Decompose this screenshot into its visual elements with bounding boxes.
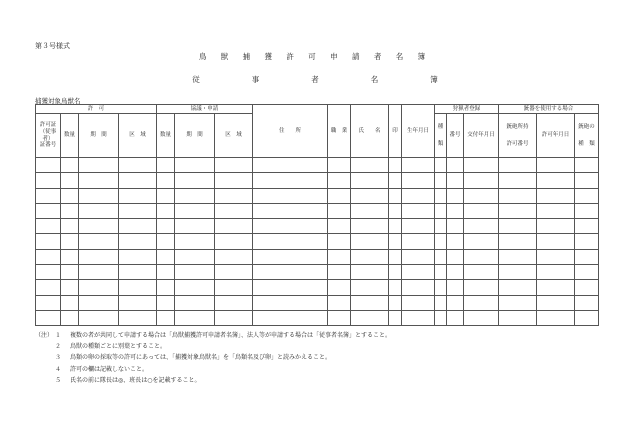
blank-entry-cell xyxy=(328,310,351,325)
register-table xyxy=(35,104,599,326)
blank-entry-cell xyxy=(351,158,389,173)
blank-entry-cell xyxy=(61,249,79,264)
blank-entry-cell xyxy=(447,280,464,295)
blank-entry-cell xyxy=(537,265,575,280)
blank-entry-cell xyxy=(215,219,253,234)
col-permit-date: 許可年月日 xyxy=(537,114,575,158)
blank-entry-cell xyxy=(215,249,253,264)
blank-entry-cell xyxy=(36,249,61,264)
blank-entry-cell xyxy=(464,310,499,325)
blank-entry-cell xyxy=(215,173,253,188)
blank-entry-cell xyxy=(402,265,435,280)
blank-entry-cell xyxy=(402,249,435,264)
col-permit-number xyxy=(36,114,61,158)
col-gun-permit-line: 許可番号 xyxy=(506,140,529,147)
blank-entry-cell xyxy=(575,295,599,310)
blank-entry-cell xyxy=(119,219,157,234)
blank-entry-cell xyxy=(537,219,575,234)
blank-entry-cell xyxy=(79,265,119,280)
blank-entry-cell xyxy=(175,310,215,325)
blank-entry-cell xyxy=(175,295,215,310)
blank-entry-cell xyxy=(447,173,464,188)
notes xyxy=(35,330,391,386)
blank-entry-cell xyxy=(253,295,328,310)
blank-entry-cell xyxy=(402,219,435,234)
blank-entry-cell xyxy=(499,295,537,310)
blank-entry-cell xyxy=(215,203,253,218)
note-item xyxy=(35,352,391,363)
blank-entry-cell xyxy=(328,265,351,280)
form-subtitle xyxy=(0,74,630,85)
note-item xyxy=(35,364,391,375)
blank-entry-cell xyxy=(447,188,464,203)
blank-entry-cell xyxy=(447,219,464,234)
note-text: 鳥類の卵の採取等の許可にあっては、「捕獲対象鳥獣名」を「鳥類名及び卵」と読みかえること。 xyxy=(70,354,331,362)
blank-entry-cell xyxy=(79,249,119,264)
blank-entry-cell xyxy=(537,249,575,264)
blank-entry-cell xyxy=(402,280,435,295)
blank-entry-cell xyxy=(79,203,119,218)
blank-entry-cell xyxy=(215,295,253,310)
note-number: ２ xyxy=(55,343,62,351)
blank-entry-cell xyxy=(537,310,575,325)
blank-entry-cell xyxy=(36,280,61,295)
blank-entry-cell xyxy=(157,265,175,280)
blank-entry-cell xyxy=(253,173,328,188)
blank-entry-cell xyxy=(389,234,402,249)
blank-entry-cell xyxy=(61,203,79,218)
col-reg-number: 番号 xyxy=(447,114,464,158)
blank-entry-cell xyxy=(447,249,464,264)
blank-entry-row xyxy=(36,234,599,249)
blank-entry-row xyxy=(36,173,599,188)
blank-entry-cell xyxy=(389,295,402,310)
blank-entry-cell xyxy=(435,280,447,295)
blank-entry-cell xyxy=(119,249,157,264)
col-permit-number-line: （従事 xyxy=(39,128,57,135)
blank-entry-cell xyxy=(351,173,389,188)
blank-entry-cell xyxy=(464,173,499,188)
blank-entry-cell xyxy=(119,188,157,203)
blank-entry-cell xyxy=(447,265,464,280)
blank-entry-cell xyxy=(157,173,175,188)
blank-entry-cell xyxy=(253,265,328,280)
blank-entry-cell xyxy=(402,158,435,173)
blank-entry-cell xyxy=(157,280,175,295)
blank-entry-cell xyxy=(575,188,599,203)
note-number: ４ xyxy=(55,365,62,373)
blank-entry-cell xyxy=(253,249,328,264)
blank-entry-cell xyxy=(537,158,575,173)
col-consult-quantity: 数量 xyxy=(157,114,175,158)
blank-entry-cell xyxy=(389,158,402,173)
blank-entry-cell xyxy=(175,188,215,203)
note-item xyxy=(35,330,391,341)
blank-entry-cell xyxy=(119,203,157,218)
subtitle-word: 従 xyxy=(192,75,200,84)
blank-entry-row xyxy=(36,188,599,203)
blank-entry-cell xyxy=(435,219,447,234)
blank-entry-cell xyxy=(447,203,464,218)
blank-entry-cell xyxy=(175,219,215,234)
blank-entry-cell xyxy=(499,310,537,325)
col-occupation: 職 業 xyxy=(328,105,351,158)
blank-entry-cell xyxy=(499,219,537,234)
blank-entry-cell xyxy=(464,234,499,249)
blank-entry-cell xyxy=(499,188,537,203)
subtitle-word: 簿 xyxy=(430,75,438,84)
group-gun-use: 銃器を使用する場合 xyxy=(499,105,599,114)
blank-entry-cell xyxy=(253,203,328,218)
blank-entry-cell xyxy=(499,173,537,188)
note-number: １ xyxy=(55,332,62,339)
blank-entry-cell xyxy=(175,158,215,173)
blank-entry-row xyxy=(36,158,599,173)
target-species-label: 捕獲対象鳥獣名 xyxy=(35,97,81,105)
blank-entry-cell xyxy=(351,219,389,234)
blank-entry-cell xyxy=(253,158,328,173)
blank-entry-cell xyxy=(157,234,175,249)
blank-entry-cell xyxy=(119,310,157,325)
blank-entry-cell xyxy=(499,280,537,295)
blank-entry-row xyxy=(36,203,599,218)
blank-entry-row xyxy=(36,249,599,264)
blank-entry-cell xyxy=(435,310,447,325)
blank-entry-cell xyxy=(537,173,575,188)
blank-entry-cell xyxy=(537,188,575,203)
blank-entry-cell xyxy=(537,295,575,310)
blank-entry-cell xyxy=(175,203,215,218)
blank-entry-cell xyxy=(157,158,175,173)
col-kind-line: 種 xyxy=(437,123,444,130)
blank-entry-cell xyxy=(328,234,351,249)
blank-entry-cell xyxy=(79,234,119,249)
blank-entry-cell xyxy=(351,203,389,218)
blank-entry-cell xyxy=(328,158,351,173)
col-consult-period: 期 間 xyxy=(175,114,215,158)
blank-entry-cell xyxy=(435,173,447,188)
blank-entry-cell xyxy=(575,310,599,325)
blank-entry-cell xyxy=(36,234,61,249)
group-consult: 協議・申請 xyxy=(157,105,253,114)
blank-entry-cell xyxy=(328,295,351,310)
blank-entry-cell xyxy=(175,234,215,249)
blank-entry-cell xyxy=(328,219,351,234)
blank-entry-cell xyxy=(464,203,499,218)
col-consult-area: 区 域 xyxy=(215,114,253,158)
col-permit-quantity: 数量 xyxy=(61,114,79,158)
blank-entry-cell xyxy=(389,310,402,325)
blank-entry-row xyxy=(36,265,599,280)
col-seal: 印 xyxy=(389,105,402,158)
blank-entry-cell xyxy=(253,219,328,234)
blank-entry-cell xyxy=(215,234,253,249)
blank-entry-cell xyxy=(36,173,61,188)
blank-entry-cell xyxy=(61,280,79,295)
blank-entry-cell xyxy=(215,158,253,173)
col-gun-kind xyxy=(575,114,599,158)
blank-entry-cell xyxy=(157,219,175,234)
blank-entry-cell xyxy=(389,265,402,280)
blank-entry-cell xyxy=(464,219,499,234)
group-permit: 許 可 xyxy=(36,105,157,114)
blank-entry-cell xyxy=(351,280,389,295)
blank-entry-cell xyxy=(157,249,175,264)
form-title: 鳥 獣 捕 獲 許 可 申 請 者 名 簿 xyxy=(198,52,432,61)
blank-entry-cell xyxy=(215,265,253,280)
blank-entry-cell xyxy=(351,310,389,325)
blank-entry-cell xyxy=(389,203,402,218)
blank-entry-cell xyxy=(389,280,402,295)
col-issue-date: 交付年月日 xyxy=(464,114,499,158)
note-text: 複数の者が共同して申請する場合は「鳥獣捕獲許可申請者名簿」、法人等が申請する場合は「従事者名簿」とすること。 xyxy=(70,332,392,339)
blank-entry-cell xyxy=(175,280,215,295)
blank-entry-cell xyxy=(328,173,351,188)
blank-entry-cell xyxy=(351,188,389,203)
note-text: 鳥獣の種類ごとに別葉とすること。 xyxy=(70,343,167,351)
blank-entry-cell xyxy=(435,234,447,249)
note-number: ５ xyxy=(55,376,62,384)
col-permit-number-line: 者） xyxy=(42,135,54,142)
blank-entry-cell xyxy=(435,203,447,218)
blank-entry-cell xyxy=(36,265,61,280)
blank-entry-cell xyxy=(402,173,435,188)
blank-entry-cell xyxy=(36,219,61,234)
col-kind xyxy=(435,114,447,158)
blank-entry-cell xyxy=(79,188,119,203)
blank-entry-cell xyxy=(157,295,175,310)
blank-entry-cell xyxy=(79,310,119,325)
blank-entry-cell xyxy=(575,158,599,173)
blank-entry-row xyxy=(36,219,599,234)
blank-entry-cell xyxy=(537,234,575,249)
blank-entry-cell xyxy=(253,188,328,203)
col-address: 住 所 xyxy=(253,105,328,158)
blank-entry-cell xyxy=(119,234,157,249)
blank-entry-cell xyxy=(79,295,119,310)
blank-entry-cell xyxy=(119,173,157,188)
blank-entry-cell xyxy=(575,234,599,249)
subtitle-word: 者 xyxy=(311,75,319,84)
blank-entry-cell xyxy=(464,280,499,295)
blank-entry-cell xyxy=(79,158,119,173)
blank-entry-cell xyxy=(36,158,61,173)
blank-entry-cell xyxy=(119,280,157,295)
blank-entry-cell xyxy=(351,265,389,280)
blank-entry-cell xyxy=(435,158,447,173)
blank-entry-cell xyxy=(575,280,599,295)
blank-entry-cell xyxy=(61,265,79,280)
blank-entry-cell xyxy=(389,219,402,234)
blank-entry-cell xyxy=(575,265,599,280)
col-permit-period: 期 間 xyxy=(79,114,119,158)
col-permit-number-line: 許可証 xyxy=(39,121,57,128)
col-permit-number-line: 証番号 xyxy=(39,142,57,149)
blank-entry-cell xyxy=(499,249,537,264)
col-gun-permit-number xyxy=(499,114,537,158)
blank-entry-cell xyxy=(253,280,328,295)
blank-entry-cell xyxy=(402,234,435,249)
blank-entry-cell xyxy=(499,158,537,173)
note-item xyxy=(35,341,391,352)
blank-entry-cell xyxy=(537,280,575,295)
blank-entry-cell xyxy=(61,234,79,249)
blank-entry-cell xyxy=(328,188,351,203)
blank-entry-cell xyxy=(328,203,351,218)
blank-entry-cell xyxy=(402,310,435,325)
blank-entry-cell xyxy=(537,203,575,218)
blank-entry-cell xyxy=(351,295,389,310)
blank-entry-cell xyxy=(61,188,79,203)
blank-entry-cell xyxy=(575,203,599,218)
blank-entry-cell xyxy=(79,219,119,234)
blank-entry-row xyxy=(36,280,599,295)
blank-entry-cell xyxy=(36,295,61,310)
notes-lead: （注） xyxy=(35,332,54,339)
blank-entry-cell xyxy=(253,234,328,249)
blank-entry-cell xyxy=(435,265,447,280)
col-gun-kind-line: 銃砲の xyxy=(578,123,595,130)
blank-entry-cell xyxy=(61,173,79,188)
blank-entry-cell xyxy=(464,265,499,280)
blank-entry-cell xyxy=(447,158,464,173)
blank-entry-row xyxy=(36,310,599,325)
blank-entry-cell xyxy=(119,295,157,310)
subtitle-word: 名 xyxy=(370,75,379,84)
blank-entry-cell xyxy=(175,265,215,280)
blank-entry-cell xyxy=(435,295,447,310)
blank-entry-cell xyxy=(157,310,175,325)
blank-entry-cell xyxy=(215,188,253,203)
blank-entry-cell xyxy=(351,234,389,249)
blank-entry-cell xyxy=(575,173,599,188)
blank-entry-cell xyxy=(351,249,389,264)
group-hunter-registration: 狩猟者登録 xyxy=(435,105,499,114)
blank-entry-cell xyxy=(253,310,328,325)
note-text: 許可の欄は記載しないこと。 xyxy=(70,365,149,373)
register-rows xyxy=(36,158,599,326)
blank-entry-cell xyxy=(119,158,157,173)
blank-entry-cell xyxy=(464,249,499,264)
blank-entry-cell xyxy=(447,234,464,249)
blank-entry-cell xyxy=(389,188,402,203)
blank-entry-cell xyxy=(215,310,253,325)
blank-entry-cell xyxy=(499,265,537,280)
blank-entry-cell xyxy=(447,295,464,310)
blank-entry-cell xyxy=(61,310,79,325)
blank-entry-cell xyxy=(389,249,402,264)
blank-entry-cell xyxy=(402,295,435,310)
blank-entry-cell xyxy=(328,249,351,264)
blank-entry-cell xyxy=(215,280,253,295)
blank-entry-cell xyxy=(499,234,537,249)
blank-entry-cell xyxy=(464,295,499,310)
note-text: 氏名の前に隊長は◎、班長は○を記載すること。 xyxy=(70,376,201,384)
col-kind-line: 類 xyxy=(437,140,444,147)
blank-entry-cell xyxy=(36,310,61,325)
col-birthdate: 生年月日 xyxy=(402,105,435,158)
blank-entry-cell xyxy=(402,203,435,218)
blank-entry-cell xyxy=(157,203,175,218)
blank-entry-cell xyxy=(464,188,499,203)
blank-entry-cell xyxy=(36,203,61,218)
subtitle-word: 事 xyxy=(251,75,260,84)
col-gun-kind-line: 種 類 xyxy=(578,140,595,147)
blank-entry-row xyxy=(36,295,599,310)
blank-entry-cell xyxy=(435,249,447,264)
note-item xyxy=(35,375,391,386)
blank-entry-cell xyxy=(435,188,447,203)
blank-entry-cell xyxy=(447,310,464,325)
blank-entry-cell xyxy=(575,219,599,234)
col-gun-permit-line: 銃砲所持 xyxy=(506,123,529,130)
blank-entry-cell xyxy=(61,295,79,310)
col-name: 氏 名 xyxy=(351,105,389,158)
blank-entry-cell xyxy=(157,188,175,203)
blank-entry-cell xyxy=(36,188,61,203)
blank-entry-cell xyxy=(79,280,119,295)
blank-entry-cell xyxy=(61,158,79,173)
blank-entry-cell xyxy=(575,249,599,264)
blank-entry-cell xyxy=(499,203,537,218)
blank-entry-cell xyxy=(328,280,351,295)
blank-entry-cell xyxy=(61,219,79,234)
blank-entry-cell xyxy=(402,188,435,203)
form-number: 第３号様式 xyxy=(35,42,70,50)
col-permit-area: 区 域 xyxy=(119,114,157,158)
blank-entry-cell xyxy=(175,249,215,264)
note-number: ３ xyxy=(55,354,62,362)
blank-entry-cell xyxy=(79,173,119,188)
blank-entry-cell xyxy=(464,158,499,173)
blank-entry-cell xyxy=(389,173,402,188)
blank-entry-cell xyxy=(119,265,157,280)
blank-entry-cell xyxy=(175,173,215,188)
